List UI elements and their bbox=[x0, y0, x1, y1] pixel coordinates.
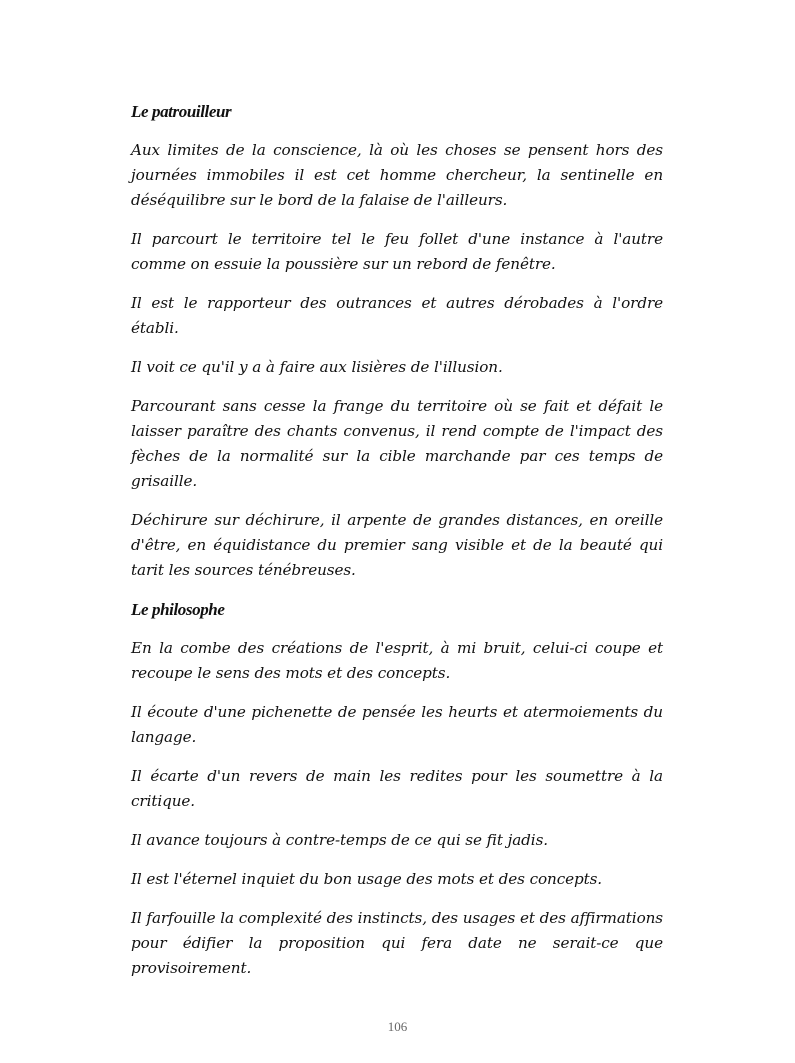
paragraph: Il est l'éternel inquiet du bon usage des mots et des concepts. bbox=[131, 870, 603, 888]
paragraph: Il parcourt le territoire tel le feu follet d'une instance à l'autre comme on essuie la poussière sur un rebord de fenêtre. bbox=[131, 230, 663, 273]
paragraph: Il farfouille la complexité des instincts, des usages et des affirmations pour édifier la proposition qui fera date ne serait-ce que provisoirement. bbox=[131, 909, 663, 977]
paragraph: Il écarte d'un revers de main les redites pour les soumettre à la critique. bbox=[131, 767, 663, 810]
paragraph: En la combe des créations de l'esprit, à mi bruit, celui-ci coupe et recoupe le sens des mots et des concepts. bbox=[131, 639, 663, 682]
paragraph: Il avance toujours à contre-temps de ce qui se fit jadis. bbox=[131, 831, 548, 849]
page-body bbox=[131, 99, 663, 995]
paragraph: Il écoute d'une pichenette de pensée les heurts et atermoiements du langage. bbox=[131, 703, 663, 746]
section-heading-philosophe: Le philosophe bbox=[131, 600, 225, 619]
paragraph: Aux limites de la conscience, là où les choses se pensent hors des journées immobiles il est cet homme chercheur, la sentinelle en déséquilibre sur le bord de la falaise de l'ailleurs. bbox=[131, 141, 663, 209]
paragraph: Il voit ce qu'il y a à faire aux lisières de l'illusion. bbox=[131, 358, 503, 376]
paragraph: Déchirure sur déchirure, il arpente de grandes distances, en oreille d'être, en équidistance du premier sang visible et de la beauté qui tarit les sources ténébreuses. bbox=[131, 511, 663, 579]
paragraph: Il est le rapporteur des outrances et autres dérobades à l'ordre établi. bbox=[131, 294, 663, 337]
section-heading-patrouilleur: Le patrouilleur bbox=[131, 102, 232, 121]
page-number: 106 bbox=[387, 1019, 408, 1034]
paragraph: Parcourant sans cesse la frange du territoire où se fait et défait le laisser paraître des chants convenus, il rend compte de l'impact des fèches de la normalité sur la cible marchande par ces temps de grisaille. bbox=[131, 397, 663, 490]
